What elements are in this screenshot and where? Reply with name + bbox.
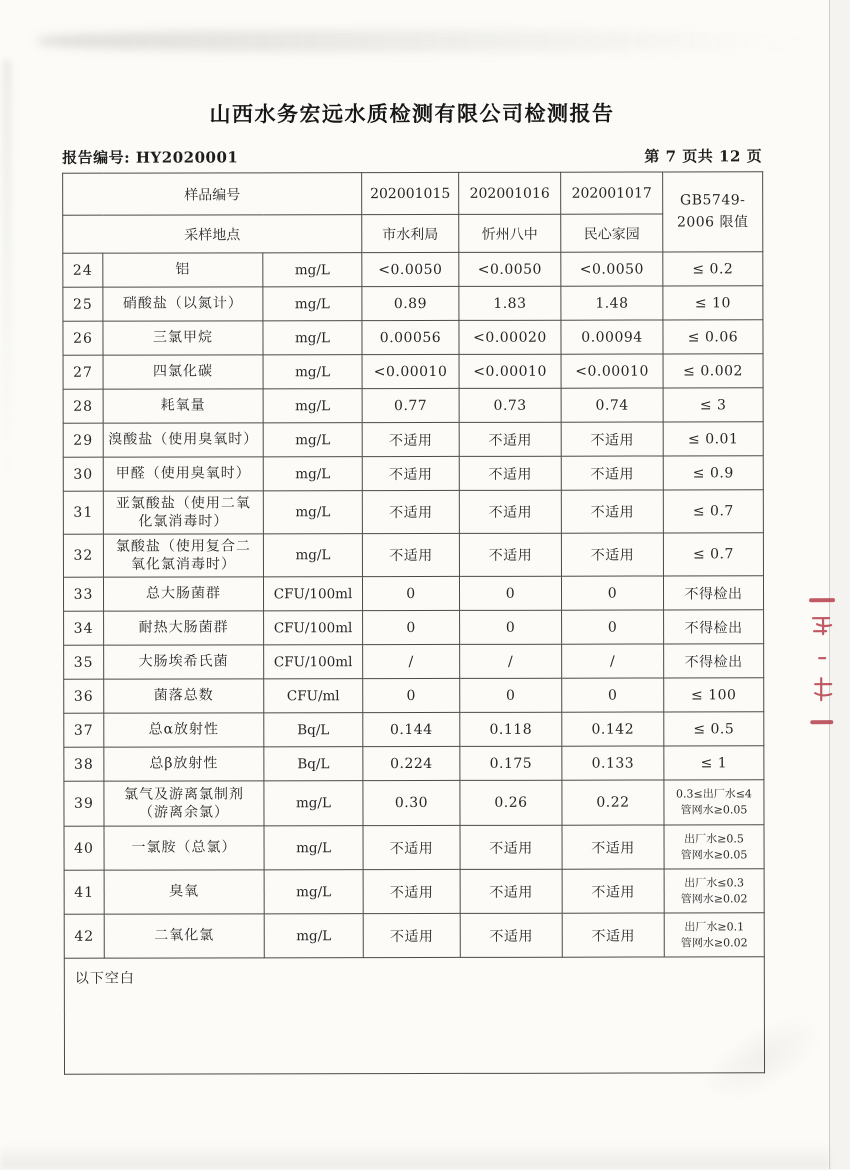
value-cell-3: 不适用: [561, 533, 663, 576]
limit-cell: ≤ 0.06: [663, 320, 763, 354]
table-row: [63, 354, 763, 389]
row-number-cell: 38: [64, 747, 104, 781]
page-indicator: 第 7 页共 12 页: [644, 147, 763, 166]
table-row: [64, 712, 764, 747]
value-cell-1: 不适用: [362, 422, 459, 456]
value-cell-1: 0.89: [362, 286, 459, 320]
limit-cell: ≤ 0.7: [663, 490, 763, 533]
value-cell-2: 不适用: [460, 869, 562, 913]
row-number-cell: 39: [64, 781, 104, 826]
parameter-name-cell: 氯气及游离氯制剂 （游离余氯）: [104, 781, 264, 826]
value-cell-2: 不适用: [459, 490, 561, 533]
parameter-name-cell: 菌落总数: [104, 679, 264, 713]
row-number-cell: 27: [63, 355, 103, 389]
limit-cell: 不得检出: [664, 644, 764, 678]
value-cell-1: 0.00056: [362, 320, 459, 354]
value-cell-2: 0.118: [460, 712, 562, 746]
value-cell-2: 不适用: [459, 533, 561, 576]
limit-column-header: [663, 172, 763, 252]
table-row: [63, 533, 763, 577]
value-cell-3: 不适用: [562, 825, 664, 869]
blank-note-cell: 以下空白: [64, 957, 764, 1074]
value-cell-1: 0: [363, 610, 460, 644]
limit-cell: ≤ 0.5: [664, 712, 764, 746]
unit-cell: mg/L: [263, 321, 362, 355]
unit-cell: mg/L: [264, 914, 363, 958]
table-row: [64, 644, 764, 679]
value-cell-1: 0.30: [363, 780, 460, 825]
value-cell-2: <0.00020: [459, 320, 561, 354]
value-cell-3: 1.48: [561, 286, 663, 320]
parameter-name-cell: 亚氯酸盐（使用二氧 化氯消毒时）: [103, 491, 263, 534]
row-number-cell: 33: [63, 577, 103, 611]
limit-cell: ≤ 0.002: [663, 354, 763, 388]
value-cell-1: 0.224: [363, 746, 460, 780]
value-cell-3: <0.00010: [561, 354, 663, 388]
value-cell-3: /: [562, 644, 664, 678]
page-title: 山西水务宏远水质检测有限公司检测报告: [209, 102, 615, 127]
value-cell-2: /: [460, 644, 562, 678]
row-number-cell: 28: [63, 389, 103, 423]
parameter-name-cell: 溴酸盐（使用臭氧时）: [103, 423, 263, 457]
table-row: [64, 678, 764, 713]
table-row: [64, 869, 764, 914]
table-row: [64, 610, 764, 645]
table-row: [63, 456, 763, 491]
table-row: [63, 252, 763, 287]
value-cell-2: 不适用: [460, 825, 562, 869]
value-cell-1: 0.77: [362, 388, 459, 422]
parameter-name-cell: 甲醛（使用臭氧时）: [103, 457, 263, 491]
row-number-cell: 35: [64, 645, 104, 679]
value-cell-1: 不适用: [363, 869, 460, 913]
report-number: 报告编号: HY2020001: [62, 148, 239, 167]
table-row: [64, 780, 764, 826]
unit-cell: mg/L: [264, 781, 363, 826]
sample-id-2: 202001016: [459, 172, 561, 214]
value-cell-1: 不适用: [362, 456, 459, 490]
row-number-cell: 37: [64, 713, 104, 747]
table-row: [64, 746, 764, 781]
table-row: [63, 320, 763, 355]
location-1: 市水利局: [362, 214, 459, 252]
unit-cell: mg/L: [263, 534, 362, 577]
value-cell-3: 不适用: [562, 913, 664, 957]
value-cell-2: 0: [459, 576, 561, 610]
value-cell-3: 0: [562, 678, 664, 712]
parameter-name-cell: 耗氧量: [103, 389, 263, 423]
row-number-cell: 42: [64, 914, 104, 958]
value-cell-2: 0: [460, 610, 562, 644]
unit-cell: mg/L: [263, 355, 362, 389]
value-cell-1: <0.0050: [362, 252, 459, 286]
value-cell-3: 0.00094: [561, 320, 663, 354]
table-row: [63, 388, 763, 423]
unit-cell: Bq/L: [264, 713, 363, 747]
unit-cell: mg/L: [263, 287, 362, 321]
value-cell-1: <0.00010: [362, 354, 459, 388]
row-number-cell: 34: [64, 611, 104, 645]
row-number-cell: 36: [64, 679, 104, 713]
value-cell-1: 0: [363, 678, 460, 712]
limit-cell: ≤ 0.01: [663, 422, 763, 456]
unit-cell: CFU/100ml: [264, 611, 363, 645]
table-row: [63, 576, 763, 611]
table-row: [63, 490, 763, 534]
value-cell-2: 不适用: [460, 913, 562, 957]
table-body: [63, 252, 764, 958]
parameter-name-cell: 总β放射性: [104, 747, 264, 781]
value-cell-3: 0: [561, 576, 663, 610]
table-row: [64, 825, 764, 870]
unit-cell: mg/L: [263, 423, 362, 457]
limit-header-line1: GB5749-: [680, 191, 746, 209]
row-number-cell: 31: [63, 491, 103, 534]
limit-cell: ≤ 0.2: [663, 252, 763, 286]
value-cell-1: 0.144: [363, 712, 460, 746]
value-cell-1: 不适用: [363, 913, 460, 957]
parameter-name-cell: 臭氧: [104, 870, 264, 914]
row-number-cell: 29: [63, 423, 103, 457]
limit-cell: 出厂水≥0.5 管网水≥0.05: [664, 825, 764, 869]
unit-cell: mg/L: [264, 826, 363, 870]
limit-cell: 出厂水≥0.1 管网水≥0.02: [664, 913, 764, 957]
location-3: 民心家园: [561, 214, 663, 252]
value-cell-2: 不适用: [459, 422, 561, 456]
limit-cell: 出厂水≤0.3 管网水≥0.02: [664, 869, 764, 913]
unit-cell: CFU/ml: [264, 679, 363, 713]
row-number-cell: 32: [63, 534, 103, 577]
parameter-name-cell: 一氯胺（总氯）: [104, 826, 264, 870]
row-number-cell: 30: [63, 457, 103, 491]
value-cell-3: 不适用: [561, 456, 663, 490]
value-cell-2: 0: [460, 678, 562, 712]
location-2: 忻州八中: [459, 214, 561, 252]
table-row: [63, 286, 763, 321]
limit-cell: ≤ 0.7: [663, 533, 763, 576]
value-cell-1: /: [363, 644, 460, 678]
value-cell-3: 不适用: [562, 869, 664, 913]
unit-cell: CFU/100ml: [264, 645, 363, 679]
value-cell-1: 不适用: [362, 490, 459, 533]
row-number-cell: 41: [64, 870, 104, 914]
parameter-name-cell: 总α放射性: [104, 713, 264, 747]
sample-id-3: 202001017: [561, 172, 663, 214]
value-cell-1: 不适用: [363, 825, 460, 869]
header-row-locations: [63, 214, 763, 253]
parameter-name-cell: 总大肠菌群: [103, 577, 263, 611]
parameter-name-cell: 三氯甲烷: [103, 321, 263, 355]
sample-id-1: 202001015: [362, 172, 459, 214]
parameter-name-cell: 二氧化氯: [104, 914, 264, 958]
meta-row: [62, 145, 763, 167]
limit-cell: ≤ 0.9: [663, 456, 763, 490]
header-row-sample-ids: [63, 172, 763, 215]
limit-cell: 0.3≤出厂水≤4 管网水≥0.05: [664, 780, 764, 825]
value-cell-1: 不适用: [362, 533, 459, 576]
row-number-cell: 26: [63, 321, 103, 355]
results-table: [62, 171, 765, 1074]
table-row: [64, 913, 764, 958]
limit-cell: 不得检出: [664, 610, 764, 644]
location-label: 采样地点: [63, 215, 362, 254]
table-row: [63, 422, 763, 457]
value-cell-3: 0.142: [562, 712, 664, 746]
value-cell-2: 0.26: [460, 780, 562, 825]
limit-cell: ≤ 100: [664, 678, 764, 712]
unit-cell: mg/L: [263, 253, 362, 287]
unit-cell: mg/L: [263, 491, 362, 534]
limit-cell: ≤ 10: [663, 286, 763, 320]
value-cell-3: <0.0050: [561, 252, 663, 286]
row-number-cell: 40: [64, 826, 104, 870]
sample-no-label: 样品编号: [63, 173, 362, 216]
value-cell-3: 0.22: [562, 780, 664, 825]
limit-header-line2: 2006 限值: [676, 214, 749, 231]
value-cell-3: 0.74: [561, 388, 663, 422]
footer-row: [64, 957, 764, 1074]
value-cell-2: 0.73: [459, 388, 561, 422]
red-stamp-fragment: [803, 596, 835, 728]
limit-cell: 不得检出: [663, 576, 763, 610]
parameter-name-cell: 氯酸盐（使用复合二 氧化氯消毒时）: [103, 534, 263, 577]
value-cell-3: 0.133: [562, 746, 664, 780]
row-number-cell: 24: [63, 253, 103, 287]
parameter-name-cell: 四氯化碳: [103, 355, 263, 389]
unit-cell: mg/L: [263, 389, 362, 423]
unit-cell: mg/L: [264, 870, 363, 914]
value-cell-1: 0: [362, 576, 459, 610]
unit-cell: mg/L: [263, 457, 362, 491]
row-number-cell: 25: [63, 287, 103, 321]
value-cell-2: 不适用: [459, 456, 561, 490]
limit-cell: ≤ 1: [664, 746, 764, 780]
value-cell-3: 0: [562, 610, 664, 644]
value-cell-2: 1.83: [459, 286, 561, 320]
value-cell-2: <0.0050: [459, 252, 561, 286]
parameter-name-cell: 耐热大肠菌群: [104, 611, 264, 645]
limit-cell: ≤ 3: [663, 388, 763, 422]
parameter-name-cell: 大肠埃希氏菌: [104, 645, 264, 679]
value-cell-2: 0.175: [460, 746, 562, 780]
unit-cell: CFU/100ml: [263, 577, 362, 611]
value-cell-3: 不适用: [561, 490, 663, 533]
unit-cell: Bq/L: [264, 747, 363, 781]
parameter-name-cell: 铝: [103, 253, 263, 287]
value-cell-2: <0.00010: [459, 354, 561, 388]
value-cell-3: 不适用: [561, 422, 663, 456]
parameter-name-cell: 硝酸盐（以氮计）: [103, 287, 263, 321]
